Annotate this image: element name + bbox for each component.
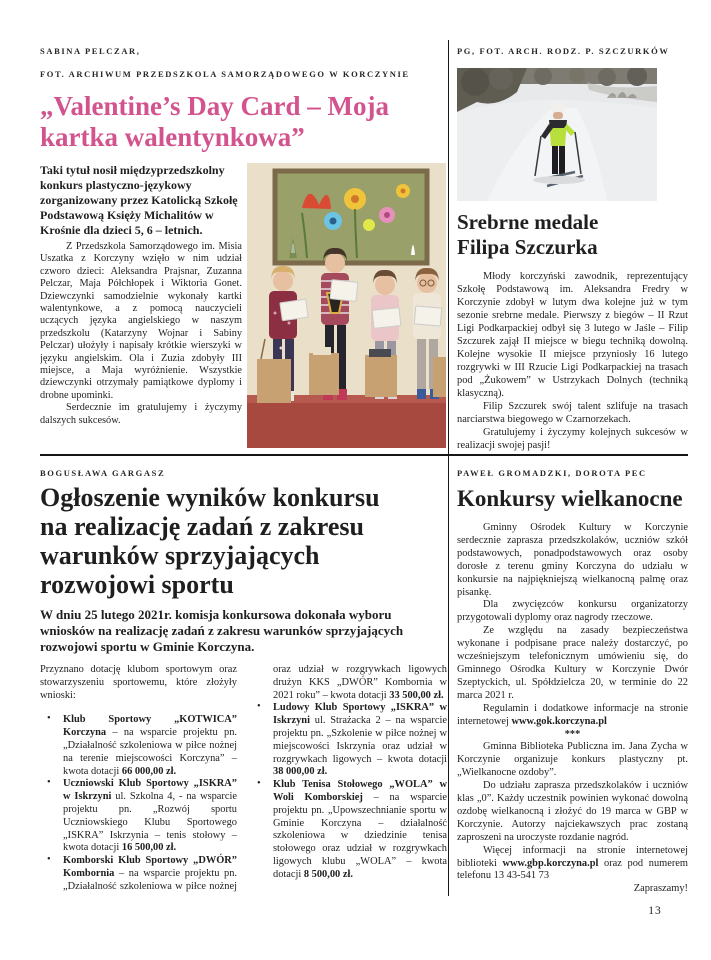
text-run: ul. Strażacka 2 – na wsparcie projektu pn. „Szkolenie w piłce nożnej w miejscowości Iskrzynia oraz udział w rozgrywkach ligowych – kwota dotacji [273, 715, 447, 765]
list-item [40, 714, 237, 778]
text-run: Gminny Ośrodek Kultury w Korczynie serdecznie zaprasza przedszkolaków, uczniów szkół podstawowych, ponadpodstawowych oraz osoby dorosłe z terenu gminy Korczyna do udziału w konkursie na najpiękniejszą wielkanocną palmę oraz pisankę. [457, 522, 688, 598]
paragraph [40, 241, 242, 402]
article-easter-contests [457, 468, 688, 896]
paragraph [457, 400, 688, 426]
text-run: Filipa Szczurka [457, 235, 598, 259]
paragraph [457, 845, 688, 884]
flower-board [275, 171, 427, 263]
article-body [40, 241, 242, 427]
paragraph [457, 426, 688, 452]
text-run: Do udziału zaprasza przedszkolaków i uczniów klas „0”. Każdy uczestnik powinien wykonać dowolną ozdobę wielkanocną i złożyć do 19 marca w GBP w Korczynie. Autorzy najciekawszych prac zostaną zaproszeni na uroczyste rozdanie nagród. [457, 780, 688, 843]
photo-credit-byline: FOT. ARCHIWUM PRZEDSZKOLA SAMORZĄDOWEGO W KORCZYNIE [40, 69, 410, 79]
text-run: Więcej informacji na stronie internetowej biblioteki [457, 844, 688, 869]
article-body-columns [40, 664, 447, 902]
text-run: Gratulujemy i życzymy kolejnych sukcesów w realizacji swojej pasji! [457, 427, 688, 451]
text-run: – na wsparcie projektu pn. „Działalność szkoleniowa w piłce nożnej na terenie miejscowości Korczyna” – kwota dotacji [63, 727, 237, 777]
text-run: 33 500,00 zł. [389, 689, 444, 701]
page-number: 13 [648, 905, 662, 917]
text-run: Ze względu na zasady bezpieczeństwa wykonane i podpisane prace należy dostarczyć, po wcześniejszym telefonicznym umówieniu się, do Gminnego Ośrodka Kultury w Korczynie Dwór Szeptyckich, ul. Spółdzielcza 20, w terminie do 22 marca 2021 r. [457, 625, 688, 701]
paragraph [40, 541, 447, 570]
text-run: Zapraszamy! [633, 883, 688, 895]
author-byline: SABINA PELCZAR, [40, 46, 141, 56]
column-divider [448, 40, 449, 896]
text-run: Klub Sportowy „KOTWICA” Korczyna [63, 714, 237, 739]
paragraph [40, 483, 447, 512]
paragraph [40, 122, 446, 153]
text-run: oraz pod numerem telefonu 13 43-541 73 [457, 857, 688, 882]
text-run: www.gok.korczyna.pl [511, 715, 607, 727]
text-run: – na wsparcie projektu pn. „Upowszechnianie sportu w Gminie Korczyna – działalność szkoleniowa w dziedzinie tenisa stołowego oraz udział w rozgrywkach ligowych klubu „WOLA” – kwota dotacji [273, 791, 447, 880]
article-title [457, 210, 688, 260]
article-body [457, 522, 688, 896]
text-run: Przyznano dotację klubom sportowym oraz stowarzyszeniu sportowemu, które złożyły wnioski: [40, 664, 237, 701]
article-title [40, 483, 447, 599]
text-run: rozwojowi sportu [40, 570, 234, 599]
text-run: ul. Szkolna 4, - na wsparcie projektu pn. „Rozwój sportu Uczniowskiego Klubu Sportowego „ISKRA” Iskrzynia – tenis stołowy – kwota dotacji [63, 791, 237, 854]
text-run: Młody korczyński zawodnik, reprezentujący Szkołę Podstawową im. Aleksandra Fredry w Korczynie zdobył w lutym dwa kolejne już w tym sezonie srebrne medale. Pierwszy z biegów – II Rzut Ligi Podkarpackiej odbył się 3 lutego w Jaśle – Filip Szczurek zajął II miejsce w biegu techniką dowolną. Kolejne wysokie II miejsce przyniosły 16 lutego rozgrywki w III Rzucie Ligi Podkarpackiej na trasach pod „Żukowem” w Ustrzykach Dolnych (techniką klasyczną). [457, 271, 688, 399]
text-run: Gminna Biblioteka Publiczna im. Jana Zycha w Korczynie organizuje konkurs plastyczny pt. „Wielkanocne ozdoby”. [457, 741, 688, 779]
paragraph [457, 729, 688, 742]
list-item [40, 778, 237, 855]
text-run: Komborski Klub Sportowy „DWÓR” Kombornia [63, 855, 237, 879]
paragraph [457, 235, 688, 260]
text-column [40, 163, 242, 427]
paragraph [457, 625, 688, 702]
article-title [40, 91, 446, 153]
text-run: Ogłoszenie wyników konkursu [40, 483, 380, 512]
text-run: www.gbp.korczyna.pl [502, 857, 599, 869]
paragraph [457, 780, 688, 845]
text-run: 38 000,00 zł. [273, 766, 328, 778]
text-run: Uczniowski Klub Sportowy „ISKRA” w Iskrzyni [63, 778, 237, 803]
text-run: Klub Tenisa Stołowego „WOLA” w Woli Komborskiej [273, 779, 447, 803]
list-item [250, 702, 447, 779]
text-run: Z Przedszkola Samorządowego im. Misia Uszatka z Korczyny wzięło w nim udział czworo dzieci: Aleksandra Prajsnar, Zuzanna Pelczar, Maja Półchłopek i Wiktoria Gonet. Dziewczynki samodzielnie wykonały kartki walentynkowe, a z pomocą nauczycieli uczących języka angielskiego w naszym przedszkolu (Katarzyny Wojnar i Sabiny Pelczar) ułożyły i napisały krótkie wierszyki w języku angielskim. Ola i Zuzia zdobyły III miejsce, a Maja wyróżnienie. Wszystkie dziewczynki otrzymały pamiątkowe dyplomy i drobne upominki. [40, 241, 242, 401]
text-run: „Valentine’s Day Card – Moja [40, 91, 389, 121]
text-run: na realizację zadań z zakresu [40, 512, 364, 541]
children-photo [247, 163, 446, 448]
text-run: Srebrne medale [457, 210, 599, 234]
author-byline: BOGUSŁAWA GARGASZ [40, 468, 166, 478]
text-run: Regulamin i dodatkowe informacje na stronie internetowej [457, 702, 688, 727]
article-body [457, 270, 688, 452]
paragraph [457, 883, 688, 896]
paragraph [40, 512, 447, 541]
article-title: Konkursy wielkanocne [457, 486, 683, 511]
paragraph [457, 270, 688, 400]
photo-credit-byline: PG, FOT. ARCH. RODZ. P. SZCZURKÓW [457, 46, 670, 56]
text-run: – na wsparcie projektu pn. „Działalność szkoleniowa w piłce nożnej oraz udział w rozgrywkach ligowych drużyn KKS „DWÓR” Kombornia w 2021 roku” – kwota dotacji [63, 664, 447, 892]
paragraph [457, 741, 688, 780]
text-run: Serdecznie im gratulujemy i życzymy dalszych sukcesów. [40, 402, 242, 426]
author-byline: PAWEŁ GROMADZKI, DOROTA PEC [457, 468, 647, 478]
text-run: *** [564, 728, 581, 740]
text-run: Filip Szczurek swój talent szlifuje na trasach narciarstwa biegowego w Czarnorzekach. [457, 401, 688, 425]
skier-photo [457, 68, 657, 201]
text-run: warunków sprzyjających [40, 541, 320, 570]
text-run: 16 500,00 zł. [121, 842, 177, 854]
article-ski [457, 46, 688, 452]
paragraph [40, 91, 446, 122]
article-lead: W dniu 25 lutego 2021r. komisja konkursowa dokonała wyboru wniosków na realizację zadań z zakresu warunków sprzyjających rozwojowi sportu w Gminie Korczyna. [40, 607, 404, 654]
paragraph [457, 210, 688, 235]
article-valentine [40, 46, 446, 455]
text-run: Ludowy Klub Sportowy „ISKRA” w Iskrzyni [273, 702, 447, 727]
text-run: Dla zwycięzców konkursu organizatorzy przygotowali dyplomy oraz nagrody rzeczowe. [457, 599, 688, 624]
paragraph [40, 570, 447, 599]
paragraph [457, 703, 688, 729]
article-sport-grants [40, 468, 447, 902]
paragraph [40, 664, 237, 702]
list-item [250, 779, 447, 881]
text-run: kartka walentynkowa” [40, 122, 305, 152]
article-columns [40, 163, 446, 455]
text-run: 8 500,00 zł. [303, 868, 353, 880]
paragraph [40, 402, 242, 427]
text-run: 66 000,00 zł. [121, 765, 177, 777]
article-lead: Taki tytuł nosił międzyprzedszkolny konkurs plastyczno-językowy zorganizowany przez Katolicką Szkołę Podstawową Księży Michalitów w Krośnie dla dzieci 5, 6 – letnich. [40, 163, 238, 237]
paragraph [457, 522, 688, 599]
paragraph [457, 599, 688, 625]
